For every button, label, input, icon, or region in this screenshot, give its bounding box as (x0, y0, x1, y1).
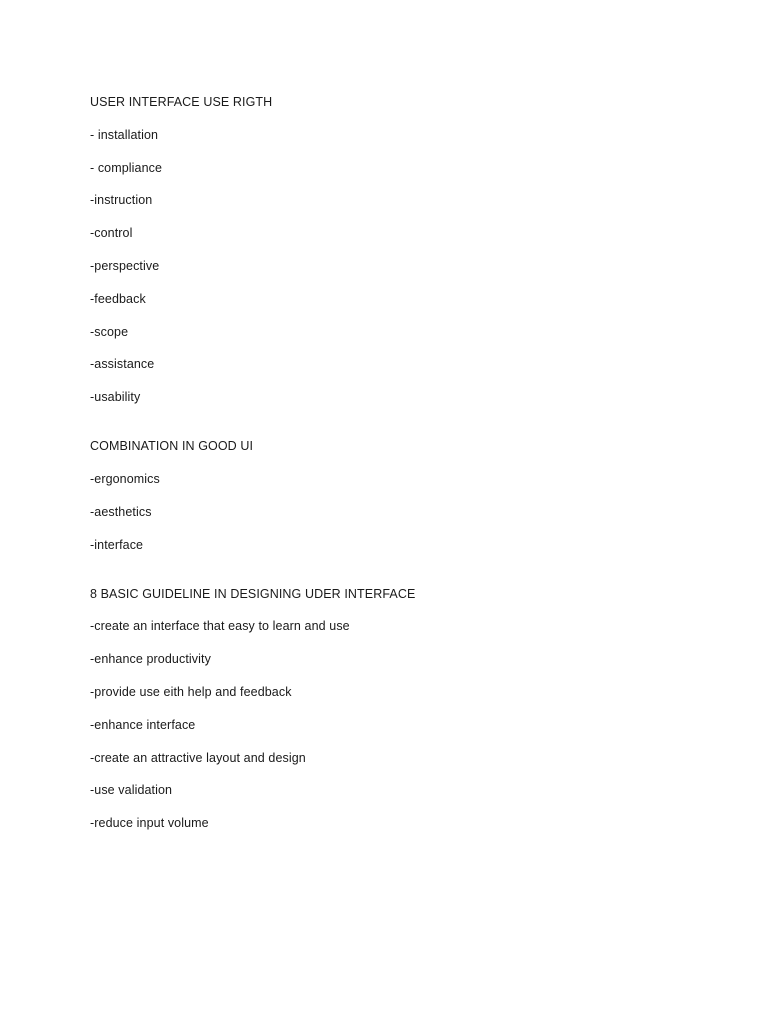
list-item: -provide use eith help and feedback (90, 684, 292, 699)
list-item: -scope (90, 324, 129, 339)
list-item: -instruction (90, 193, 153, 208)
document-page (90, 94, 710, 864)
list-item: -ergonomics (90, 471, 160, 486)
list-item: -usability (90, 390, 141, 405)
section-heading: COMBINATION IN GOOD UI (90, 439, 254, 454)
list-item: -interface (90, 537, 144, 552)
list-item: -create an attractive layout and design (90, 750, 306, 765)
list-item: -enhance productivity (90, 652, 211, 667)
list-item: -create an interface that easy to learn and use (90, 619, 350, 634)
section-basic-guidelines (90, 586, 710, 832)
list-item: - compliance (90, 160, 163, 175)
list-item: -assistance (90, 357, 155, 372)
list-item: -control (90, 226, 133, 241)
list-item: -use validation (90, 783, 173, 798)
list-item: - installation (90, 127, 159, 142)
section-combination-in-good-ui (90, 438, 710, 552)
section-heading: USER INTERFACE USE RIGTH (90, 95, 273, 109)
list-item: -reduce input volume (90, 816, 209, 831)
section-heading: 8 BASIC GUIDELINE IN DESIGNING UDER INTERFACE (90, 586, 416, 601)
list-item: -perspective (90, 258, 160, 273)
list-item: -enhance interface (90, 717, 196, 732)
list-item: -feedback (90, 291, 146, 306)
section-user-interface-use-right (90, 94, 710, 405)
list-item: -aesthetics (90, 504, 152, 519)
